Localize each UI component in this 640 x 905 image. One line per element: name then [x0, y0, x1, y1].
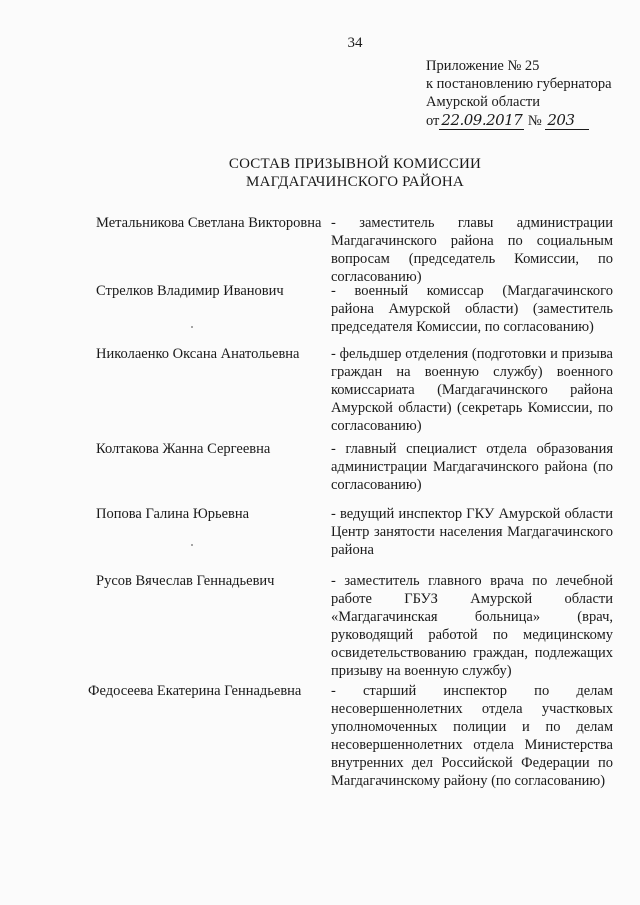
scan-speck [191, 326, 193, 328]
member-row [96, 214, 613, 286]
member-role: - главный специалист отдела образования администрации Магдагачинского района (по согласованию) [331, 441, 613, 493]
appendix-line-3: Амурской области [426, 94, 540, 110]
member-name: Метальникова Светлана Викторовна [96, 215, 322, 231]
handwritten-number: 203 [545, 111, 588, 130]
title-line-2: МАГДАГАЧИНСКОГО РАЙОНА [246, 174, 464, 190]
date-prefix: от [426, 113, 440, 129]
scan-speck [191, 544, 193, 546]
member-role: - заместитель главного врача по лечебной работе ГБУЗ Амурской области «Магдагачинская больница» (врач, руководящий работой по медицинскому освидетельствованию граждан, подлежащих призыву на военную службу) [331, 573, 613, 679]
member-name: Федосеева Екатерина Геннадьевна [88, 683, 302, 699]
member-name: Колтакова Жанна Сергеевна [96, 441, 271, 457]
member-role: - фельдшер отделения (подготовки и призыва граждан на военную службу) военного комиссариата (Магдагачинского района Амурской области) (секретарь Комиссии, по согласованию) [331, 346, 613, 434]
appendix-line-1: Приложение № 25 [426, 58, 540, 74]
member-row [96, 505, 613, 559]
member-role: - военный комиссар (Магдагачинского района Амурской области) (заместитель председателя Комиссии, по согласованию) [331, 283, 613, 335]
member-row [88, 682, 613, 790]
member-row [96, 282, 613, 336]
title-line-1: СОСТАВ ПРИЗЫВНОЙ КОМИССИИ [228, 156, 482, 172]
page-number: 34 [347, 35, 363, 51]
member-row [96, 440, 613, 494]
member-row [96, 345, 613, 435]
member-role: - заместитель главы администрации Магдагачинского района по социальным вопросам (председатель Комиссии, по согласованию) [331, 215, 613, 285]
appendix-line-2: к постановлению губернатора [426, 76, 612, 92]
appendix-header [426, 57, 612, 130]
number-prefix: № [527, 113, 542, 129]
member-role: - ведущий инспектор ГКУ Амурской области Центр занятости населения Магдагачинского района [331, 506, 613, 558]
appendix-date-line [426, 111, 612, 130]
document-title [70, 155, 640, 191]
member-name: Попова Галина Юрьевна [96, 506, 250, 522]
member-name: Русов Вячеслав Геннадьевич [96, 573, 275, 589]
member-name: Стрелков Владимир Иванович [96, 283, 284, 299]
member-name: Николаенко Оксана Анатольевна [96, 346, 300, 362]
member-row [96, 572, 613, 680]
member-role: - старший инспектор по делам несовершеннолетних отдела участковых уполномоченных полиции и по делам несовершеннолетних отдела Министерства внутренних дел Российской Федерации по Магдагачинскому району (по согласованию) [331, 683, 613, 789]
handwritten-date: 22.09.2017 [441, 111, 523, 129]
